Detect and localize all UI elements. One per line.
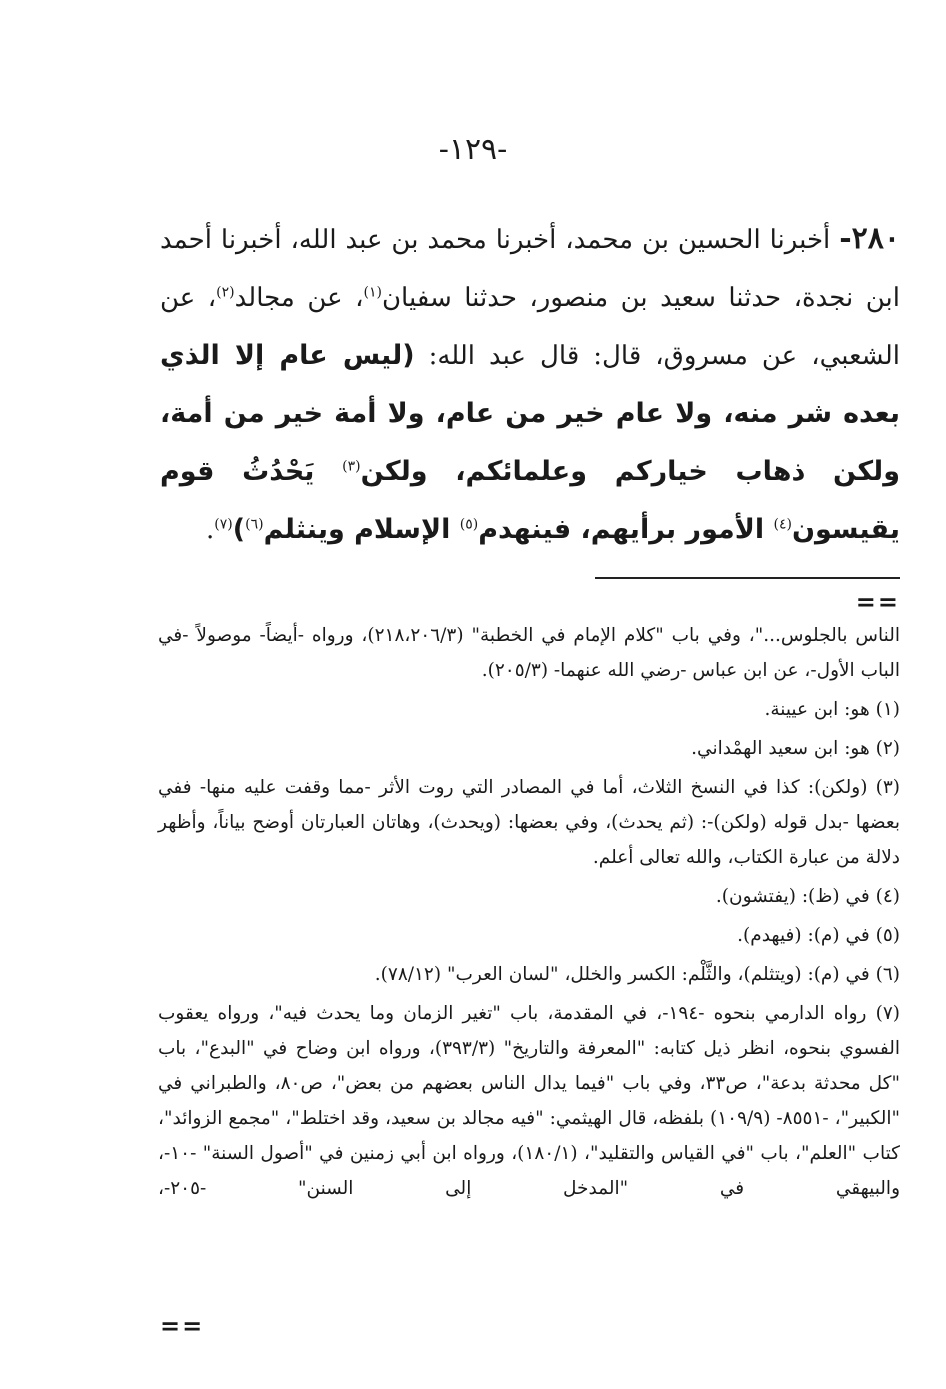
isnad-intro: أخبرنا الحسين بن محمد، أخبرنا محمد بن عبد الله، أخبرنا أحمد ابن نجدة، حدثنا سعيد بن منصور، حدثنا سفيان (160, 225, 900, 313)
athar-quote-close: ) (232, 514, 246, 545)
athar-quote-2: يَحْدُثُ قوم يقيسون (160, 456, 900, 545)
hadith-end: . (206, 515, 215, 545)
footnote-5: (٥) في (م): (فيهدم). (737, 925, 900, 946)
footnote-ref-5[interactable]: (٥) (459, 516, 479, 533)
continuation-mark-top: == (855, 588, 900, 616)
hadith-number: ٢٨٠- (839, 221, 901, 256)
footnote-ref-7[interactable]: (٧) (214, 516, 233, 533)
footnote-continuation: الناس بالجلوس..."، وفي باب "كلام الإمام في الخطبة" (٢١٨،٢٠٦/٣)، ورواه -أيضاً- موصولاً -في الباب الأول-، عن ابن عباس -رضي الله عنهما- (٢٠٥/٣). (158, 625, 900, 681)
footnote-3: (٣) (ولكن): كذا في النسخ الثلاث، أما في المصادر التي روت الأثر -مما وقفت عليه منها- ففي بعضها -بدل قوله (ولكن)-: (ثم يحدث)، وفي بعضها: (ويحدث)، وهاتان العبارتان أوضح بياناً، وأظهر دلالة من عبارة الكتاب، والله تعالى أعلم. (158, 777, 900, 868)
footnote-ref-4[interactable]: (٤) (773, 516, 792, 533)
footnote-4: (٤) في (ظ): (يفتشون). (715, 886, 900, 907)
hadith-text (160, 210, 900, 559)
footnote-ref-6[interactable]: (٦) (245, 516, 264, 533)
footnote-separator-rule (595, 577, 900, 579)
athar-quote-3: الأمور برأيهم، فينهدم (478, 514, 774, 545)
footnote-ref-2[interactable]: (٢) (216, 284, 235, 301)
isnad-mid-1: ، عن مجالد (234, 283, 364, 313)
footnote-6: (٦) في (م): (ويتثلم)، والثَّلْم: الكسر والخلل، "لسان العرب" (٧٨/١٢). (374, 964, 900, 985)
footnote-ref-1[interactable]: (١) (363, 284, 382, 301)
footnote-7: (٧) رواه الدارمي بنحوه -١٩٤-، في المقدمة، باب "تغير الزمان وما يحدث فيه"، ورواه يعقوب الفسوي بنحوه، انظر ذيل كتابه: "المعرفة والتاريخ" (٣٩٣/٣)، ورواه ابن وضاح في "البدع"، باب "كل محدثة بدعة"، ص٣٣، وفي باب "فيما يدال الناس بعضهم من بعض"، ص٨٠، والطبراني في "الكبير"، -٨٥٥١- (١٠٩/٩) بلفظه، قال الهيثمي: "فيه مجالد بن سعيد، وقد اختلط"، "مجمع الزوائد"، كتاب "العلم"، باب "في القياس والتقليد"، (١٨٠/١)، ورواه ابن أبي زمنين في "أصول السنة" -١٠-، والبيهقي في "المدخل إلى السنن" -٢٠٥-، (158, 1003, 900, 1199)
footnotes (158, 618, 900, 1206)
footnote-2: (٢) هو: ابن سعيد الهمْداني. (691, 738, 900, 759)
isnad-mid-2: ، عن الشعبي، عن مسروق، قال: قال عبد الله: (160, 283, 900, 371)
continuation-mark-bottom: == (160, 1312, 205, 1340)
athar-quote-4: الإسلام وينثلم (263, 514, 460, 545)
footnote-1: (١) هو: ابن عيينة. (764, 699, 900, 720)
page-number: -١٢٩- (438, 132, 508, 167)
footnote-ref-3[interactable]: (٣) (342, 458, 361, 475)
athar-quote-1: (ليس عام إلا الذي بعده شر منه، ولا عام خير من عام، ولا أمة خير من أمة، ولكن ذهاب خياركم وعلمائكم، ولكن (160, 340, 900, 487)
